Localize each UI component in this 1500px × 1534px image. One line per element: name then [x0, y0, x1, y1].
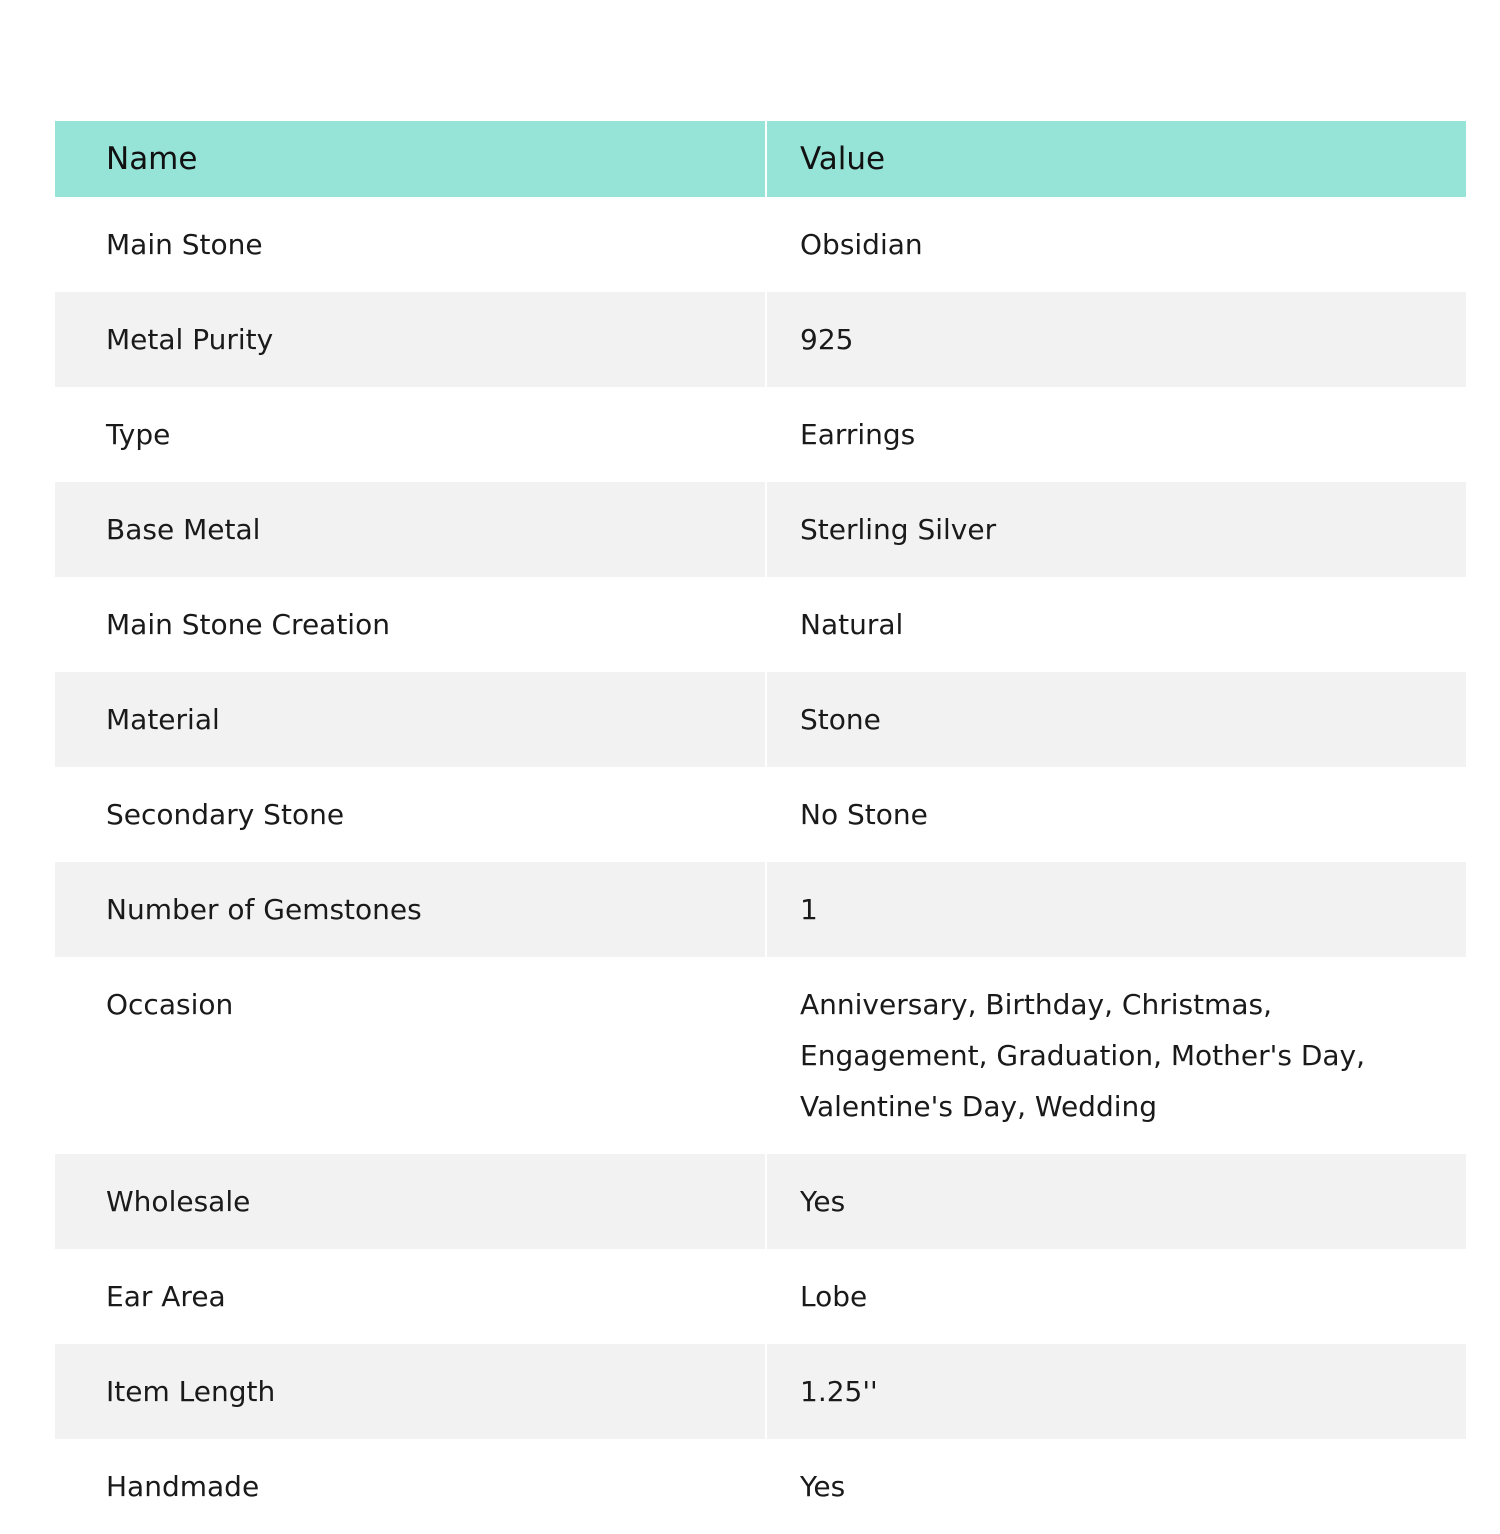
table-row — [55, 672, 1466, 767]
row-value: No Stone — [800, 798, 928, 831]
table-row — [55, 862, 1466, 957]
row-name: Handmade — [55, 1439, 767, 1534]
row-value: Sterling Silver — [767, 482, 1466, 577]
row-name: Main Stone — [55, 197, 767, 292]
row-value: Anniversary, Birthday, Christmas, Engagement, Graduation, Mother's Day, Valentine's Day, Wedding — [800, 988, 1366, 1123]
row-name: Metal Purity — [55, 292, 767, 387]
row-name: Base Metal — [55, 482, 767, 577]
row-name: Type — [55, 387, 767, 482]
table-row — [55, 292, 1466, 387]
row-value: Lobe — [800, 1280, 868, 1313]
table-row — [55, 1154, 1466, 1249]
row-value: Earrings — [800, 418, 916, 451]
row-value: Obsidian — [800, 228, 923, 261]
table-row — [55, 957, 1466, 1154]
header-row — [55, 121, 1466, 197]
table-row — [55, 1439, 1466, 1534]
row-name: Occasion — [55, 957, 767, 1154]
row-value: 1.25'' — [767, 1344, 1466, 1439]
header-value: Value — [767, 121, 1466, 197]
table-row — [55, 577, 1466, 672]
table-row — [55, 197, 1466, 292]
row-name: Material — [55, 672, 767, 767]
table-row — [55, 1249, 1466, 1344]
table-row — [55, 387, 1466, 482]
row-value: Yes — [767, 1154, 1466, 1249]
table-row — [55, 767, 1466, 862]
row-name: Main Stone Creation — [55, 577, 767, 672]
row-name: Ear Area — [55, 1249, 767, 1344]
table-row — [55, 482, 1466, 577]
row-name: Secondary Stone — [55, 767, 767, 862]
table-header — [55, 121, 1466, 197]
row-value: 925 — [767, 292, 1466, 387]
row-name: Number of Gemstones — [55, 862, 767, 957]
row-value: Natural — [800, 608, 904, 641]
row-value: 1 — [767, 862, 1466, 957]
header-name: Name — [55, 121, 767, 197]
row-value: Yes — [800, 1470, 846, 1503]
row-name: Item Length — [55, 1344, 767, 1439]
table-row — [55, 1344, 1466, 1439]
table-body — [55, 197, 1466, 1534]
row-value: Stone — [767, 672, 1466, 767]
row-name: Wholesale — [55, 1154, 767, 1249]
specifications-table — [55, 121, 1466, 1534]
